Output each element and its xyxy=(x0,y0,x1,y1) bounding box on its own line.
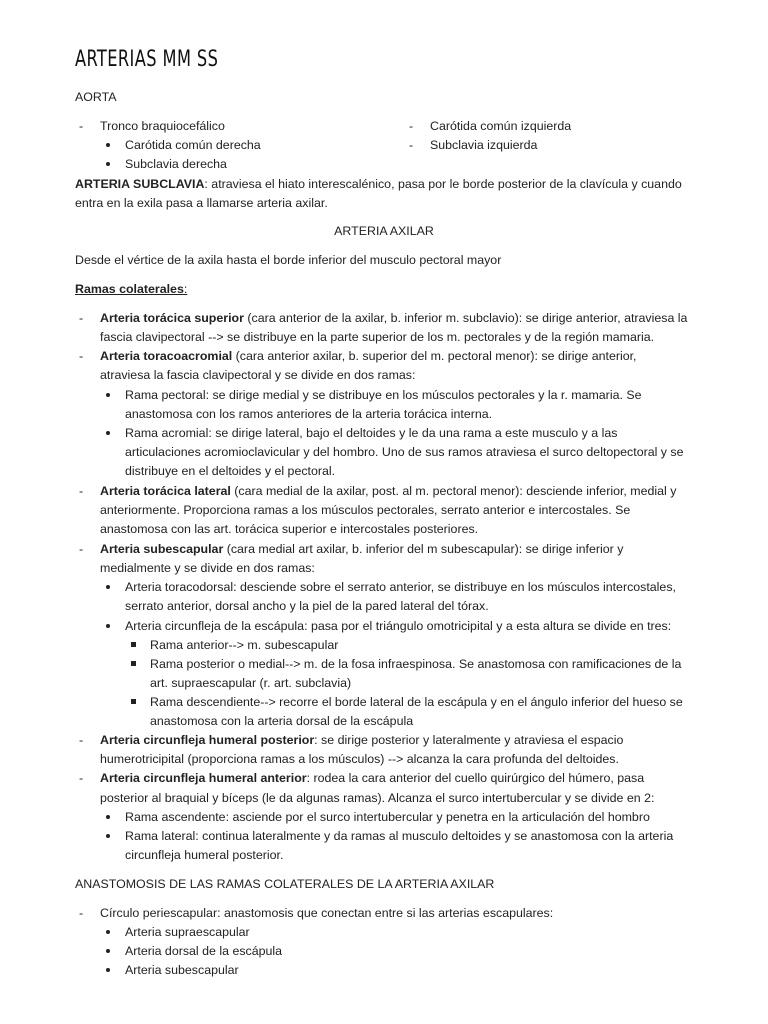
subitem-line: circunfleja humeral posterior. xyxy=(125,848,284,862)
subclavia-text: : atraviesa el hiato interescalénico, pasa por le borde posterior de la clavícula y cuando xyxy=(204,177,682,191)
dash-marker: - xyxy=(79,349,84,363)
aorta-left-subitem: Carótida común derecha xyxy=(125,138,261,152)
item-line: medialmente y se divide en dos ramas: xyxy=(100,561,315,575)
subsubitem-line: Rama posterior o medial--> m. de la fosa infraespinosa. Se anastomosa con ramificaciones de la xyxy=(150,657,682,671)
subitem-line: distribuye en el deltoides y el pectoral. xyxy=(125,464,336,478)
item-name: Arteria torácica superior xyxy=(100,311,244,325)
item-text: (cara medial de la axilar, post. al m. pectoral menor): desciende inferior, medial y xyxy=(230,484,677,498)
item-line: anteriormente. Proporciona ramas a los músculos pectorales, serrato anterior e intercostales. Se xyxy=(100,503,631,517)
subclavia-paragraph-line: entra en la exila pasa a llamarse arteria axilar. xyxy=(75,196,328,210)
subitem-line: Arteria toracodorsal: desciende sobre el serrato anterior, se distribuye en los músculos intercostales, xyxy=(125,580,676,594)
anastomosis-heading: ANASTOMOSIS DE LAS RAMAS COLATERALES DE LA ARTERIA AXILAR xyxy=(75,877,495,891)
bullet-marker xyxy=(106,968,110,972)
aorta-left-item: Tronco braquiocefálico xyxy=(100,119,225,133)
item-name: Arteria circunfleja humeral posterior xyxy=(100,733,315,747)
axilar-heading-text: ARTERIA AXILAR xyxy=(334,224,434,238)
bullet-marker xyxy=(106,431,110,435)
item-text: (cara anterior axilar, b. superior del m. pectoral menor): se dirige anterior, xyxy=(232,349,637,363)
item-line xyxy=(100,347,636,366)
square-bullet-marker xyxy=(131,661,136,666)
item-line xyxy=(100,482,676,501)
item-line: humerotricipital (proporciona ramas a los músculos) --> alcanza la cara profunda del deltoides. xyxy=(100,752,619,766)
dash-marker: - xyxy=(79,542,84,556)
item-name: Arteria subescapular xyxy=(100,542,224,556)
subitem-line: Rama ascendente: asciende por el surco intertubercular y penetra en la articulación del hombro xyxy=(125,810,650,824)
item-line xyxy=(100,309,687,328)
bullet-marker xyxy=(106,834,110,838)
item-text: (cara medial art axilar, b. inferior del m subescapular): se dirige inferior y xyxy=(223,542,624,556)
axilar-intro: Desde el vértice de la axila hasta el borde inferior del musculo pectoral mayor xyxy=(75,253,502,267)
dash-marker: - xyxy=(79,484,84,498)
page-title: ARTERIAS MM SS xyxy=(75,47,219,72)
item-name: Arteria circunfleja humeral anterior xyxy=(100,771,307,785)
subsubitem-line: art. supraescapular (r. art. subclavia) xyxy=(150,676,352,690)
item-name: Arteria torácica lateral xyxy=(100,484,231,498)
item-line: fascia clavipectoral --> se distribuye en la parte superior de los m. pectorales y de la región mamaria. xyxy=(100,330,655,344)
item-line xyxy=(100,540,623,559)
aorta-left-subitem: Subclavia derecha xyxy=(125,157,227,171)
ramas-heading-colon: : xyxy=(183,282,188,296)
subitem-line: serrato anterior, dorsal ancho y la piel de la pared lateral del tórax. xyxy=(125,599,489,613)
item-line: Círculo periescapular: anastomosis que conectan entre si las arterias escapulares: xyxy=(100,906,554,920)
bullet-marker xyxy=(106,162,110,166)
dash-marker: - xyxy=(79,311,84,325)
subclavia-label: ARTERIA SUBCLAVIA xyxy=(75,177,205,191)
item-line: anastomosa con las art. torácica superior e intercostales posteriores. xyxy=(100,522,479,536)
axilar-heading xyxy=(0,222,768,241)
ramas-heading-text: Ramas colaterales xyxy=(75,282,184,296)
aorta-heading: AORTA xyxy=(75,90,117,104)
subitem-line: anastomosa con los ramos anteriores de la arteria torácica interna. xyxy=(125,407,493,421)
dash-marker: - xyxy=(79,733,84,747)
item-line: posterior al braquial y bíceps (le da algunas ramas). Alcanza el surco intertubercular y se divide en 2: xyxy=(100,791,655,805)
item-text: : se dirige posterior y lateralmente y atraviesa el espacio xyxy=(314,733,624,747)
bullet-marker xyxy=(106,143,110,147)
item-name: Arteria toracoacromial xyxy=(100,349,233,363)
subitem-line: articulaciones acromioclavicular y del hombro. Uno de sus ramos atraviesa el surco deltopectoral y se xyxy=(125,445,684,459)
subsubitem-line: anastomosa con la arteria dorsal de la escápula xyxy=(150,714,414,728)
dash-marker: - xyxy=(79,119,84,133)
subitem-line: Arteria circunfleja de la escápula: pasa por el triángulo omotricipital y a esta altura se divide en tres: xyxy=(125,619,672,633)
subsubitem-line: Rama anterior--> m. subescapular xyxy=(150,638,339,652)
item-text: (cara anterior de la axilar, b. inferior m. subclavio): se dirige anterior, atraviesa la xyxy=(243,311,688,325)
item-line xyxy=(100,731,623,750)
subsubitem-line: Rama descendiente--> recorre el borde lateral de la escápula y en el ángulo inferior del hueso se xyxy=(150,695,683,709)
aorta-right-item: Subclavia izquierda xyxy=(430,138,538,152)
aorta-right-item: Carótida común izquierda xyxy=(430,119,572,133)
subitem-line: Arteria subescapular xyxy=(125,963,239,977)
subitem-line: Rama pectoral: se dirige medial y se distribuye en los músculos pectorales y la r. mamaria. Se xyxy=(125,388,642,402)
item-line xyxy=(100,769,644,788)
subitem-line: Rama lateral: continua lateralmente y da ramas al musculo deltoides y se anastomosa con la arteria xyxy=(125,829,674,843)
square-bullet-marker xyxy=(131,642,136,647)
ramas-heading xyxy=(75,280,187,299)
bullet-marker xyxy=(106,624,110,628)
item-text: : rodea la cara anterior del cuello quirúrgico del húmero, pasa xyxy=(306,771,645,785)
bullet-marker xyxy=(106,585,110,589)
bullet-marker xyxy=(106,393,110,397)
item-line: atraviesa la fascia clavipectoral y se divide en dos ramas: xyxy=(100,368,416,382)
dash-marker: - xyxy=(409,138,414,152)
bullet-marker xyxy=(106,949,110,953)
subitem-line: Rama acromial: se dirige lateral, bajo el deltoides y le da una rama a este musculo y a las xyxy=(125,426,618,440)
dash-marker: - xyxy=(79,906,84,920)
subitem-line: Arteria supraescapular xyxy=(125,925,250,939)
dash-marker: - xyxy=(409,119,414,133)
dash-marker: - xyxy=(79,771,84,785)
bullet-marker xyxy=(106,815,110,819)
subclavia-paragraph-line xyxy=(75,175,682,194)
bullet-marker xyxy=(106,930,110,934)
subitem-line: Arteria dorsal de la escápula xyxy=(125,944,283,958)
square-bullet-marker xyxy=(131,699,136,704)
